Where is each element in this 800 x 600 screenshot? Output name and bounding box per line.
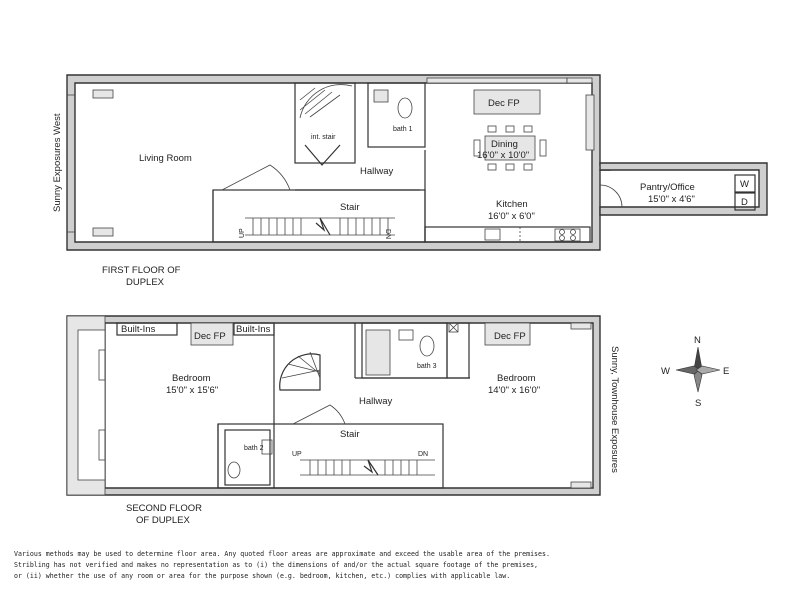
stair-second-label: Stair — [340, 429, 360, 440]
side-label-second-floor: Sunny, Townhouse Exposures — [609, 346, 620, 473]
compass-w: W — [661, 366, 670, 377]
window-west-top — [93, 90, 113, 98]
bath1-label: bath 1 — [393, 126, 413, 133]
hallway-second-label: Hallway — [359, 396, 393, 407]
spiral-stair — [280, 354, 320, 390]
second-floor-plan — [67, 316, 600, 495]
pantry-label: Pantry/Office — [640, 182, 695, 193]
stair-treads-second-floor — [300, 460, 435, 475]
first-floor-caption-2: DUPLEX — [126, 277, 165, 288]
second-floor-caption-2: OF DUPLEX — [136, 515, 190, 526]
stair-dn-first: DN — [384, 229, 391, 240]
first-floor-caption-1: FIRST FLOOR OF — [102, 265, 181, 276]
side-label-first-floor: Sunny Exposures West — [52, 113, 63, 212]
stair-first-label: Stair — [340, 202, 360, 213]
bedroom-right-label: Bedroom — [497, 373, 536, 384]
living-room-label: Living Room — [139, 153, 192, 164]
dec-fp-right-label: Dec FP — [494, 331, 526, 342]
disclaimer-line-2: Stribling has not verified and makes no representation as to (i) the dimensions of and/or the actual square footage of the premises, — [14, 561, 539, 569]
dec-fp-first-label: Dec FP — [488, 98, 520, 109]
bath3-label: bath 3 — [417, 363, 437, 370]
bedroom-left-label: Bedroom — [172, 373, 211, 384]
compass-rose — [661, 335, 729, 409]
hallway-first-label: Hallway — [360, 166, 394, 177]
bath2-room — [225, 430, 270, 485]
second-floor-caption-1: SECOND FLOOR — [126, 503, 203, 514]
disclaimer-line-1: Various methods may be used to determine floor area. Any quoted floor areas are approximate and exceed the usable area of the premises. — [14, 550, 550, 558]
dining-dimensions: 16'0" x 10'0" — [477, 150, 530, 161]
int-stair-block — [295, 83, 355, 163]
bedroom-right-dimensions: 14'0" x 16'0" — [488, 385, 541, 396]
built-ins-mid-label: Built-Ins — [236, 324, 271, 335]
kitchen-dimensions: 16'0" x 6'0" — [488, 211, 535, 222]
stair-treads-first-floor — [245, 218, 395, 235]
washer-label: W — [740, 179, 749, 190]
stair-dn-second: DN — [418, 451, 429, 458]
compass-e: E — [723, 366, 730, 377]
stair-up-first: UP — [239, 228, 246, 238]
main-stair-second-floor — [218, 424, 443, 488]
window-west-bottom — [93, 228, 113, 236]
disclaimer — [14, 549, 614, 582]
built-ins-left-label: Built-Ins — [121, 324, 156, 335]
dec-fp-left-label: Dec FP — [194, 331, 226, 342]
int-stair-label: int. stair — [311, 134, 336, 141]
dining-label: Dining — [491, 139, 518, 150]
disclaimer-line-3: or (ii) whether the use of any room or area for the purpose shown (e.g. bedroom, kitchen, etc.) complies with applicable law. — [14, 572, 511, 580]
window-east — [586, 95, 594, 150]
compass-n: N — [694, 335, 701, 346]
compass-s: S — [695, 398, 702, 409]
bedroom-left-dimensions: 15'0" x 15'6" — [166, 385, 219, 396]
bath2-label: bath 2 — [244, 445, 264, 452]
kitchen-label: Kitchen — [496, 199, 528, 210]
dryer-label: D — [741, 197, 748, 208]
stair-up-second: UP — [292, 451, 302, 458]
pantry-dimensions: 15'0" x 4'6" — [648, 194, 695, 205]
